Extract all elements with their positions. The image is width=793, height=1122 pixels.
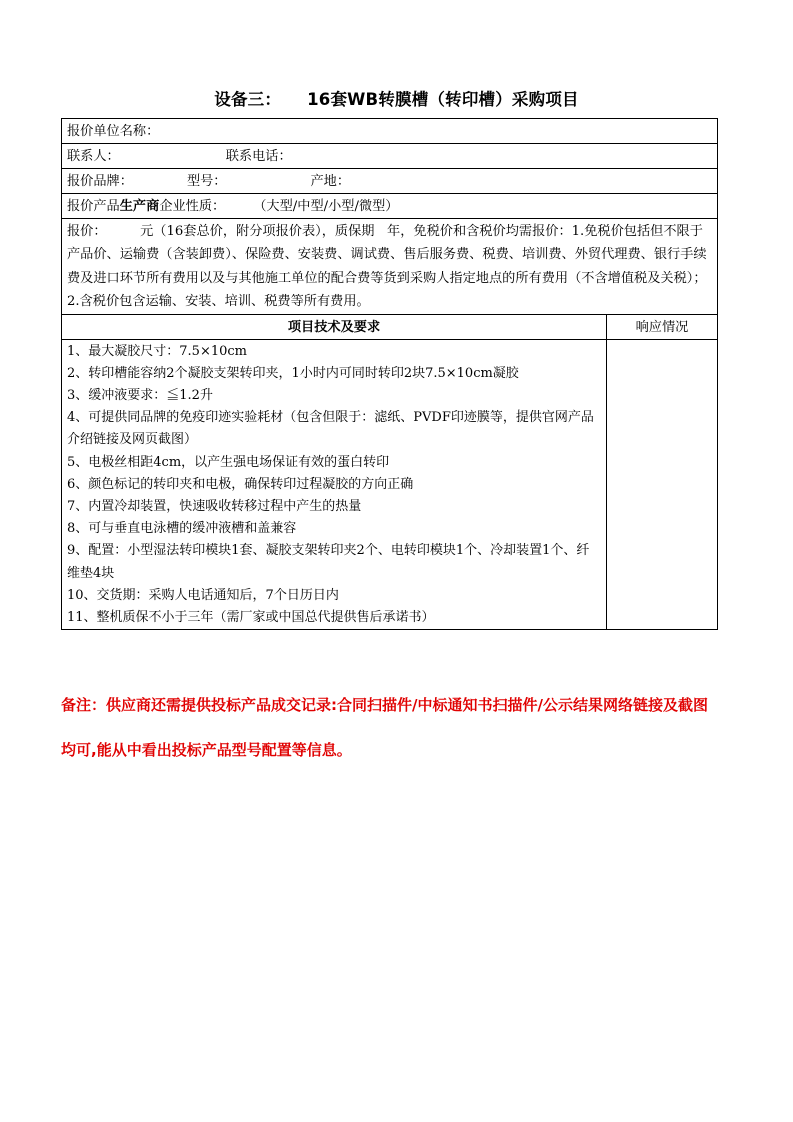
enterprise-row — [62, 194, 718, 219]
price-text: 报价： 元（16套总价，附分项报价表），质保期 年，免税价和含税价均需报价：1.免税价包括但不限于产品价、运输费（含装卸费）、保险费、安装费、调试费、售后服务费、税费、培训费、外贸代理费、银行手续费及进口环节所有费用以及与其他施工单位的配合费等货到采购人指定地点的所有费用（不含增值税及关税）；2.含税价包含运输、安装、培训、税费等所有费用。 — [62, 219, 718, 315]
requirements-row — [62, 339, 718, 630]
enterprise-prefix: 报价产品 — [67, 199, 120, 214]
list-item: 1、最大凝胶尺寸：7.5×10cm — [67, 343, 247, 359]
origin-label: 产地： — [310, 174, 351, 189]
response-header: 响应情况 — [607, 314, 718, 339]
list-item: 4、可提供同品牌的免疫印迹实验耗材（包含但限于：滤纸、PVDF印迹膜等，提供官网产品介绍链接及网页截图） — [67, 410, 594, 448]
enterprise-options: （大型/中型/小型/微型） — [253, 199, 399, 214]
document-title — [0, 86, 793, 110]
response-cell[interactable] — [607, 339, 718, 630]
procurement-table — [61, 118, 718, 630]
list-item: 2、转印槽能容纳2个凝胶支架转印夹，1小时内可同时转印2块7.5×10cm凝胶 — [67, 365, 519, 381]
list-item: 5、电极丝相距4cm，以产生强电场保证有效的蛋白转印 — [67, 454, 390, 470]
brand-label: 报价品牌： — [67, 174, 133, 189]
note-text: 备注：供应商还需提供投标产品成交记录:合同扫描件/中标通知书扫描件/公示结果网络链接及截图均可,能从中看出投标产品型号配置等信息。 — [61, 696, 708, 759]
list-item: 7、内置冷却装置，快速吸收转移过程中产生的热量 — [67, 499, 362, 515]
contact-label: 联系人： — [67, 149, 120, 164]
enterprise-suffix: 企业性质： — [159, 199, 226, 214]
enterprise-bold: 生产商 — [119, 199, 160, 214]
contact-row — [62, 144, 718, 169]
requirements-header: 项目技术及要求 — [62, 314, 607, 339]
list-item: 11、整机质保不小于三年（需厂家或中国总代提供售后承诺书） — [67, 610, 435, 626]
quote-unit-row — [62, 119, 718, 144]
price-row — [62, 219, 718, 315]
list-item: 8、可与垂直电泳槽的缓冲液槽和盖兼容 — [67, 521, 297, 537]
list-item: 10、交货期：采购人电话通知后，7个日历日内 — [67, 587, 339, 603]
brand-row — [62, 169, 718, 194]
requirements-list — [62, 339, 607, 630]
title-prefix: 设备三： — [214, 90, 282, 109]
contact-phone-label: 联系电话： — [225, 149, 292, 164]
list-item: 9、配置：小型湿法转印模块1套、凝胶支架转印夹2个、电转印模块1个、冷却装置1个、纤维垫4块 — [67, 543, 590, 581]
title-main: 16套WB转膜槽（转印槽）采购项目 — [307, 90, 579, 109]
table-header-row — [62, 314, 718, 339]
model-label: 型号： — [186, 174, 227, 189]
list-item: 6、颜色标记的转印夹和电极，确保转印过程凝胶的方向正确 — [67, 476, 414, 492]
quote-unit-label: 报价单位名称： — [62, 119, 718, 144]
list-item: 3、缓冲液要求：≦1.2升 — [67, 388, 213, 404]
